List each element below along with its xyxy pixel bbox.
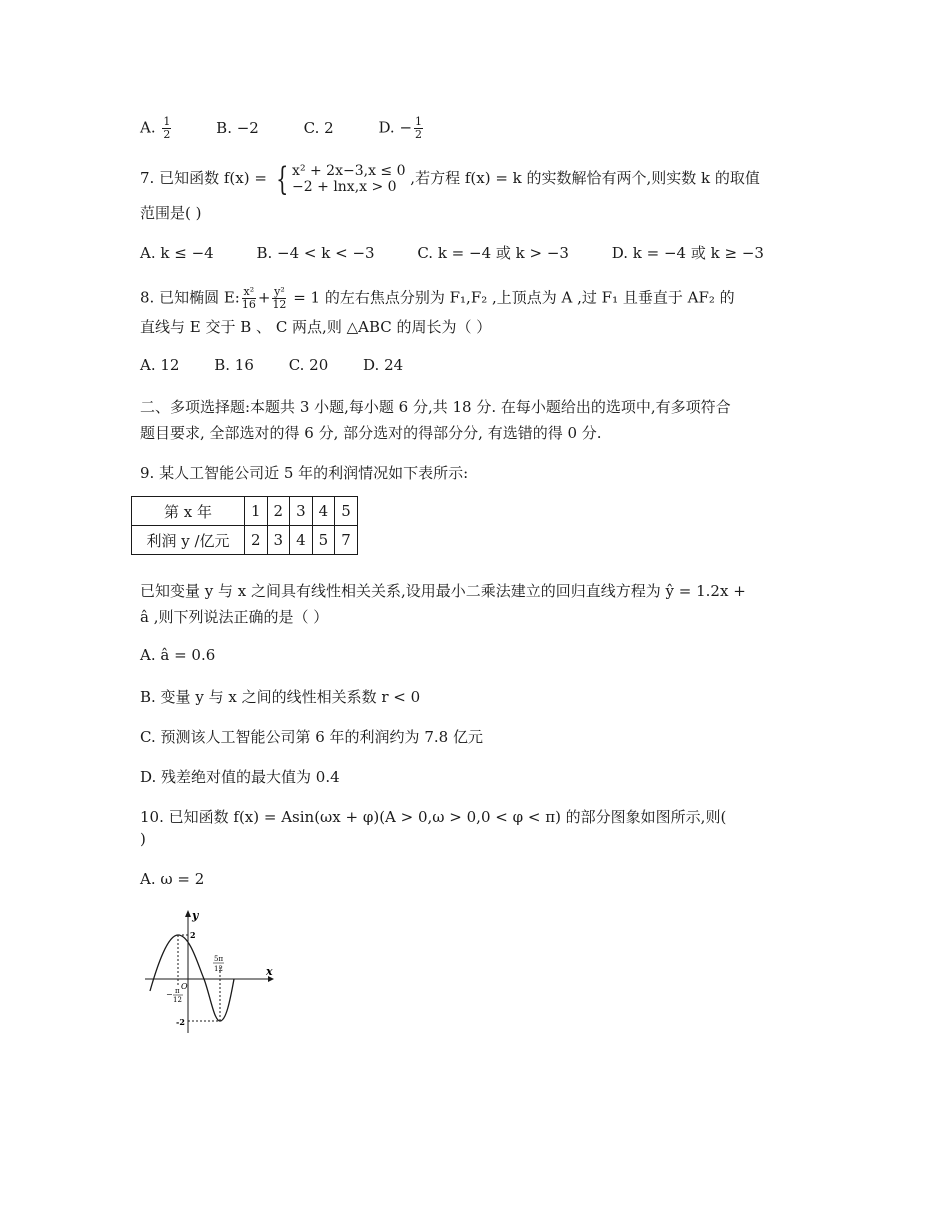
right-tick-den: 12 [214,965,223,973]
q9-profit-table [131,496,358,555]
q10-option-a: A. ω = 2 [140,870,205,888]
right-tick-num: 5π [214,955,224,963]
q6-d-den: 2 [415,128,423,141]
left-tick-sign: − [166,990,173,999]
q7-piecewise [292,163,405,195]
y-axis-arrow [185,910,191,917]
table-cell: 4 [312,497,335,526]
q8-stem [140,286,735,311]
table-cell: 4 [290,526,313,555]
table-row [132,526,358,555]
table-row-head-year: 第 x 年 [132,497,245,526]
q8-line2: 直线与 E 交于 B 、 C 两点,则 △ABC 的周长为（ ） [140,318,492,336]
section2-line2: 题目要求, 全部选对的得 6 分, 部分选对的得部分分, 有选错的得 0 分. [140,424,602,442]
table-row-head-profit: 利润 y /亿元 [132,526,245,555]
q8-option-a: A. 12 [140,356,180,374]
q6-d-label: D. − [378,118,413,137]
q9-after1: 已知变量 y 与 x 之间具有线性相关关系,设用最小二乘法建立的回归直线方程为 ŷ = 1.2x + [140,582,746,600]
table-cell: 2 [267,497,290,526]
table-row [132,497,358,526]
q9-stem: 9. 某人工智能公司近 5 年的利润情况如下表所示: [140,464,469,482]
q7-prefix: 7. 已知函数 f(x) = [140,169,267,187]
q8-frac2 [272,286,286,311]
q8-frac1 [242,286,256,311]
table-cell: 1 [245,497,268,526]
q9-option-c: C. 预测该人工智能公司第 6 年的利润约为 7.8 亿元 [140,728,483,746]
max-label: 2 [190,930,196,940]
q7-piece2: −2 + lnx,x > 0 [292,179,397,195]
q7-stem [140,160,760,198]
left-tick-den: 12 [173,996,182,1004]
q9-option-a: A. â = 0.6 [140,646,216,664]
table-cell: 3 [267,526,290,555]
q6-a-den: 2 [163,128,171,141]
q6-option-d [378,116,425,141]
q8-f1-num: x² [243,285,255,298]
table-cell: 7 [335,526,358,555]
q7-option-d: D. k = −4 或 k ≥ −3 [611,244,764,262]
q8-prefix: 8. 已知椭圆 E: [140,288,240,307]
q6-a-label: A. [140,118,156,137]
q9-after2: â ,则下列说法正确的是（ ） [140,608,329,626]
q8-f1-den: 16 [241,298,256,311]
q6-a-fraction [162,116,171,141]
q6-option-c: C. 2 [303,118,334,137]
q6-options [140,116,425,141]
q8-option-b: B. 16 [214,356,254,374]
q8-plus: + [257,288,271,307]
q6-d-num: 1 [415,115,423,128]
section2-line1: 二、多项选择题:本题共 3 小题,每小题 6 分,共 18 分. 在每小题给出的选项中,有多项符合 [140,398,731,416]
q6-d-fraction [414,116,423,141]
q7-line2: 范围是( ) [140,204,202,222]
q8-suffix: = 1 的左右焦点分别为 F₁,F₂ ,上顶点为 A ,过 F₁ 且垂直于 AF₂ 的 [293,288,735,307]
q10-sine-graph [140,905,280,1040]
x-axis-label: x [266,965,273,978]
q7-option-b: B. −4 < k < −3 [256,244,375,262]
q8-f2-num: y² [274,285,285,298]
q8-f2-den: 12 [272,298,287,311]
q7-piece1: x² + 2x−3,x ≤ 0 [292,163,406,179]
q8-option-c: C. 20 [288,356,329,374]
q6-a-num: 1 [163,115,171,128]
y-axis-label: y [192,909,199,922]
table-cell: 5 [312,526,335,555]
q7-suffix: ,若方程 f(x) = k 的实数解恰有两个,则实数 k 的取值 [410,169,760,187]
q10-line2: ) [140,830,146,848]
q9-option-d: D. 残差绝对值的最大值为 0.4 [140,768,340,786]
table-cell: 2 [245,526,268,555]
q6-option-b: B. −2 [216,118,259,137]
q10-stem: 10. 已知函数 f(x) = Asin(ωx + φ)(A > 0,ω > 0,0 < φ < π) 的部分图象如图所示,则( [140,808,727,826]
table-cell: 3 [290,497,313,526]
q7-option-c: C. k = −4 或 k > −3 [417,244,569,262]
q7-option-a: A. k ≤ −4 [140,244,214,262]
q9-option-b: B. 变量 y 与 x 之间的线性相关系数 r < 0 [140,688,421,706]
left-tick-num: π [175,987,180,995]
table-cell: 5 [335,497,358,526]
origin-label: O [181,982,188,991]
q7-brace: { [275,160,288,198]
q8-options [140,356,403,374]
sine-curve [150,935,234,1021]
q6-option-a [140,116,173,141]
q8-option-d: D. 24 [363,356,404,374]
min-label: -2 [176,1017,185,1027]
q7-options [140,242,764,263]
